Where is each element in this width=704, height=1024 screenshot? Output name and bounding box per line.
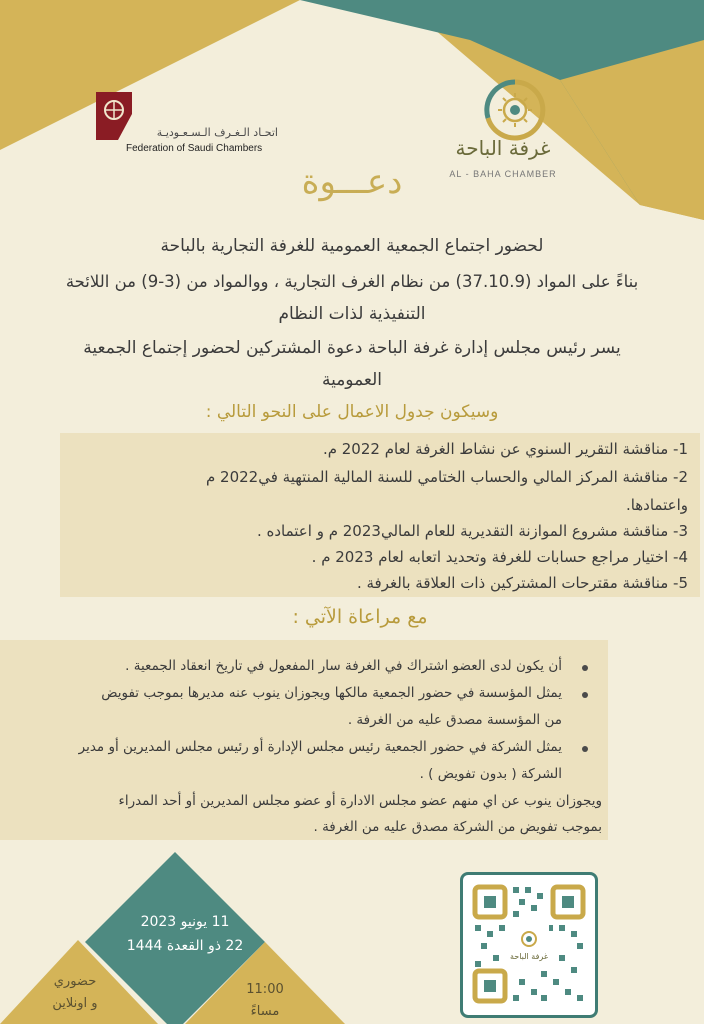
event-date-gregorian: 11 يونيو 2023: [140, 914, 230, 930]
intro-line-3: التنفيذية لذات النظام: [278, 304, 426, 324]
intro-line-5: العمومية: [321, 370, 383, 390]
agenda-panel: [60, 433, 700, 597]
bullet-dot: [582, 692, 588, 698]
agenda-item-5: 5- مناقشة مقترحات المشتركين ذات العلاقة بالغرفة .: [356, 574, 688, 592]
note-3-cont: الشركة ( بدون تفويض ) .: [419, 766, 562, 782]
note-3: يمثل الشركة في حضور الجمعية رئيس مجلس الإدارة أو رئيس مجلس المديرين أو مدير: [78, 739, 562, 755]
event-mode-2: و اونلاين: [52, 996, 98, 1011]
sun-gear-emblem-icon: [480, 78, 550, 142]
note-extra-1: ويجوزان ينوب عن اي منهم عضو مجلس الادارة أو عضو مجلس المديرين أو أحد المدراء: [118, 793, 602, 809]
federation-name-ar: اتحـاد الـغـرف الـسـعـوديـة: [156, 126, 278, 139]
note-2-cont: من المؤسسة مصدق عليه من الغرفة .: [347, 712, 562, 728]
intro-line-1: لحضور اجتماع الجمعية العمومية للغرفة التجارية بالباحة: [160, 236, 544, 256]
note-2: يمثل المؤسسة في حضور الجمعية مالكها ويجوزان ينوب عنه مديرها بموجب تفويض: [101, 685, 562, 701]
qr-frame[interactable]: [460, 872, 598, 1018]
chamber-name-en: AL - BAHA CHAMBER: [449, 169, 557, 179]
agenda-heading: وسيكون جدول الاعمال على النحو التالي :: [205, 402, 499, 422]
agenda-item-2: 2- مناقشة المركز المالي والحساب الختامي للسنة المالية المنتهية في2022 م: [205, 468, 688, 486]
agenda-item-2-cont: واعتمادها.: [625, 496, 688, 514]
intro-line-2: بناءً على المواد (37.10.9) من نظام الغرف التجارية ، ووالمواد من (3-9) من اللائحة: [65, 272, 639, 291]
bullet-dot: [582, 665, 588, 671]
notes-heading: مع مراعاة الآتي :: [292, 606, 428, 628]
federation-name-en: Federation of Saudi Chambers: [126, 143, 263, 154]
event-mode-1: حضوري: [53, 974, 97, 989]
intro-line-4: يسر رئيس مجلس إدارة غرفة الباحة دعوة المشتركين لحضور إجتماع الجمعية: [83, 338, 621, 358]
note-1: أن يكون لدى العضو اشتراك في الغرفة سار المفعول في تاريخ انعقاد الجمعية .: [125, 658, 562, 674]
invitation-title: دعـــوة: [301, 162, 403, 202]
qr-center-label: غرفة الباحة: [510, 952, 548, 961]
chamber-name-ar: غرفة الباحة: [455, 136, 551, 160]
qr-code-icon[interactable]: [463, 875, 595, 1015]
agenda-item-1: 1- مناقشة التقرير السنوي عن نشاط الغرفة لعام 2022 م.: [322, 440, 688, 458]
event-time: 11:00: [246, 982, 284, 997]
event-date-hijri: 22 ذو القعدة 1444: [126, 938, 244, 954]
notes-panel: [0, 640, 608, 840]
note-extra-2: بموجب تفويض من الشركة مصدق عليه من الغرفة .: [313, 819, 602, 835]
bullet-dot: [582, 746, 588, 752]
agenda-item-3: 3- مناقشة مشروع الموازنة التقديرية للعام المالي2023 م و اعتماده .: [256, 522, 688, 540]
event-time-period: مساءً: [250, 1004, 280, 1019]
agenda-item-4: 4- اختيار مراجع حسابات للغرفة وتحديد اتعابه لعام 2023 م .: [311, 548, 688, 566]
